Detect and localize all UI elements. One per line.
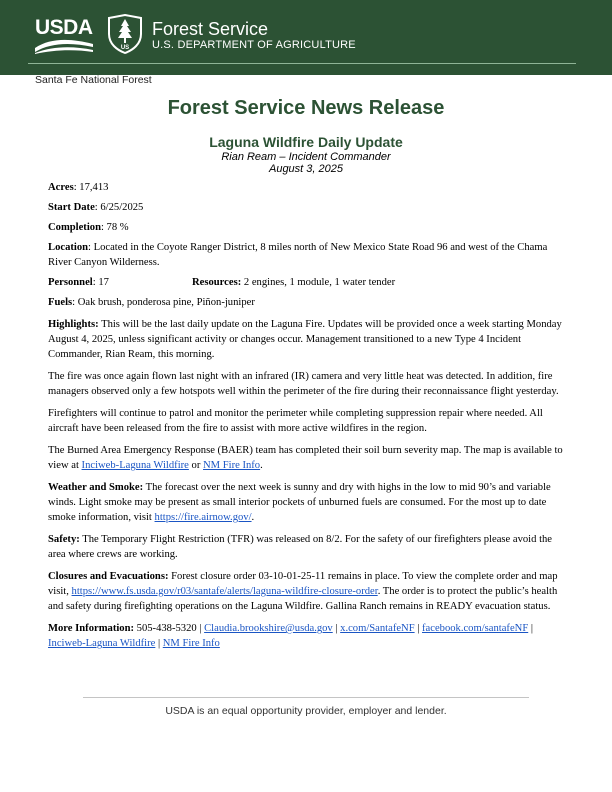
usda-swoosh-icon [35, 36, 93, 54]
fact-value: : 17,413 [73, 182, 109, 193]
weather-label: Weather and Smoke: [48, 482, 144, 493]
fact-label: Start Date [48, 202, 95, 213]
highlights-text: This will be the last daily update on the Laguna Fire. Updates will be provided once a week starting Monday August 4, 2025, unless significant activity or changes occur. Management transitioned to a new Type 4 Incident Commander, Rian Ream, this morning. [48, 319, 562, 360]
forest-name: Santa Fe National Forest [35, 74, 152, 86]
fact-label: Completion [48, 222, 101, 233]
fact-start-date [48, 200, 564, 215]
patrol-paragraph: Firefighters will continue to patrol and monitor the perimeter while completing suppression repair where needed. All aircraft have been released from the fire to assist with more active wildfires in the region. [48, 408, 543, 434]
baer-end: . [260, 460, 263, 471]
closures-text-2: . The order is to protect the public’s health and safety during firefighting operations on the Laguna Wildfire. Gallina Ranch remains in READY evacuation status. [48, 586, 558, 612]
closures-label: Closures and Evacuations: [48, 571, 169, 582]
fact-value: : 6/25/2025 [94, 202, 144, 213]
closures-text: Forest closure order 03-10-01-25-11 remains in place. To view the complete order and map visit, [48, 571, 558, 597]
separator: | [332, 623, 341, 634]
highlights-paragraph [48, 317, 564, 362]
safety-paragraph [48, 532, 564, 562]
header-banner [0, 0, 612, 75]
fact-acres [48, 180, 564, 195]
safety-text: The Temporary Flight Restriction (TFR) was released on 8/2. For the safety of our firefighters please avoid the area where crews are working. [48, 534, 553, 560]
safety-label: Safety: [48, 534, 80, 545]
usda-logo[interactable] [35, 16, 93, 54]
page-title: Forest Service News Release [167, 97, 445, 119]
more-info-label: More Information: [48, 623, 135, 634]
fact-location [48, 240, 564, 270]
forest-service-shield-icon[interactable] [107, 14, 143, 54]
baer-text: The Burned Area Emergency Response (BAER) team has completed their soil burn severity map. The map is available to view at [48, 445, 563, 471]
footer-divider [83, 697, 529, 698]
separator: | [528, 623, 533, 634]
highlights-label: Highlights: [48, 319, 99, 330]
fact-value: : 17 [92, 277, 109, 288]
usda-logo-text: USDA [35, 16, 93, 39]
fact-resources [192, 275, 395, 290]
closure-order-link[interactable]: https://www.fs.usda.gov/r03/santafe/alerts/laguna-wildfire-closure-order [71, 586, 378, 597]
fact-label: Fuels [48, 297, 73, 308]
release-body [48, 180, 564, 656]
fact-label: Location [48, 242, 89, 253]
agency-title: Forest Service [152, 19, 269, 39]
closures-paragraph [48, 569, 564, 614]
more-info-phone: 505-438-5320 | [134, 623, 205, 634]
separator: | [414, 623, 423, 634]
email-link[interactable]: Claudia.brookshire@usda.gov [204, 623, 333, 634]
separator: | [155, 638, 163, 649]
incident-commander: Rian Ream – Incident Commander [221, 151, 391, 163]
fact-personnel-resources [48, 275, 564, 290]
ir-flight-paragraph: The fire was once again flown last night with an infrared (IR) camera and very little heat was detected. In addition, fire managers observed only a few hotspots well within the perimeter of the fire during their reconnaissance flight yesterday. [48, 371, 559, 397]
fact-value: : Oak brush, ponderosa pine, Piñon-juniper [72, 297, 255, 308]
more-info-paragraph [48, 621, 564, 651]
weather-text: The forecast over the next week is sunny and dry with highs in the low to mid 90’s and variable winds. Light smoke may be present as small interior pockets of unburned fuels are consumed. For the most up to date smoke information, visit [48, 482, 551, 523]
facebook-link[interactable]: facebook.com/santafeNF [422, 623, 529, 634]
release-date: August 3, 2025 [268, 163, 343, 175]
airnow-link[interactable]: https://fire.airnow.gov/ [154, 512, 252, 523]
fact-value: : 78 % [100, 222, 129, 233]
fact-label: Resources: [192, 277, 242, 288]
footer-statement: USDA is an equal opportunity provider, employer and lender. [165, 705, 447, 717]
nm-fire-info-link-2[interactable]: NM Fire Info [162, 638, 220, 649]
update-title: Laguna Wildfire Daily Update [209, 134, 403, 150]
baer-or: or [188, 460, 204, 471]
nm-fire-info-link[interactable]: NM Fire Info [203, 460, 261, 471]
shield-text: US [120, 45, 130, 51]
fact-label: Acres [48, 182, 74, 193]
fact-completion [48, 220, 564, 235]
inciweb-link[interactable]: Inciweb-Laguna Wildfire [81, 460, 189, 471]
weather-end: . [251, 512, 255, 523]
fact-value: 2 engines, 1 module, 1 water tender [241, 277, 396, 288]
fact-fuels [48, 295, 564, 310]
weather-paragraph [48, 480, 564, 525]
header-divider [28, 63, 576, 64]
inciweb-link-2[interactable]: Inciweb-Laguna Wildfire [48, 638, 156, 649]
baer-paragraph [48, 443, 564, 473]
fact-value: : Located in the Coyote Ranger District, 8 miles north of New Mexico State Road 96 and west of the Chama River Canyon Wilderness. [48, 242, 548, 268]
fact-personnel [48, 277, 109, 288]
fact-label: Personnel [48, 277, 93, 288]
x-link[interactable]: x.com/SantafeNF [340, 623, 415, 634]
agency-subtitle: U.S. DEPARTMENT OF AGRICULTURE [152, 39, 356, 51]
